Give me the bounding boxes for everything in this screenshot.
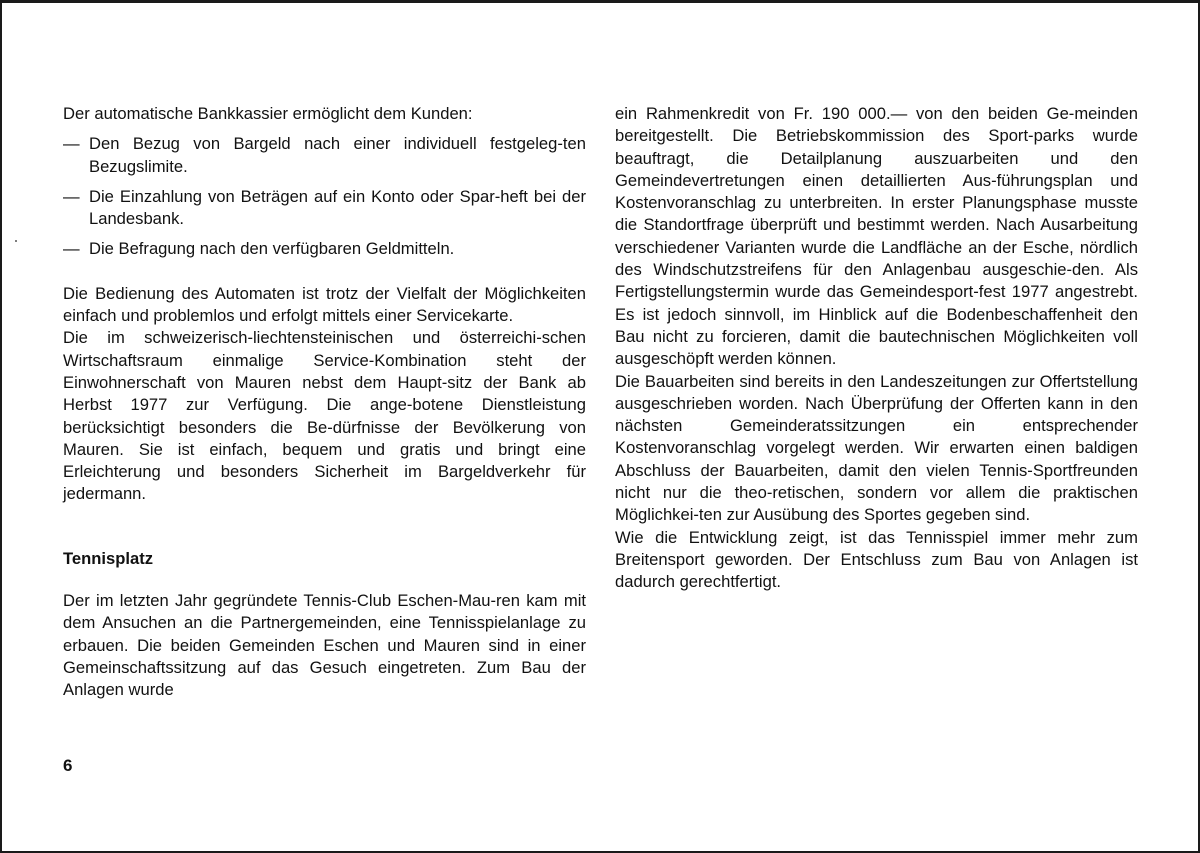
paragraph-credit: ein Rahmenkredit von Fr. 190 000.— von den beiden Ge-meinden bereitgestellt. Die Betriebskommission des Sport-parks wurde beauftragt, die Detailplanung auszuarbeiten und den Gemeindevertretungen einen detaillierten Aus-führungsplan und Kostenvoranschlag zu unterbreiten. In erster Planungsphase musste die Standortfrage überprüft und bestimmt werden. Nach Ausarbeitung verschiedener Varianten wurde die Landfläche an der Esche, nördlich des Windschutzstreifens für den Anlagenbau ausgeschie-den. Als Fertigstellungstermin wurde das Gemeindesport-fest 1977 angestrebt. Es ist jedoch sinnvoll, im Hinblick auf die Bodenbeschaffenheit den Bau nicht zu forcieren, damit die bautechnischen Möglichkeiten voll ausgeschöpft werden können.	[615, 104, 1138, 369]
right-column	[615, 103, 1138, 594]
list-item	[63, 186, 586, 231]
paragraph-operation: Die Bedienung des Automaten ist trotz der Vielfalt der Möglichkeiten einfach und problemlos und erfolgt mittels einer Servicekarte.	[63, 283, 586, 326]
intro-text: Der automatische Bankkassier ermöglicht dem Kunden:	[63, 104, 473, 123]
left-column	[63, 103, 586, 702]
list-item	[63, 238, 586, 260]
list-item-text: Den Bezug von Bargeld nach einer individuell festgeleg-ten Bezugslimite.	[89, 134, 586, 176]
dash-marker: —	[63, 134, 80, 154]
paragraph-service: Die im schweizerisch-liechtensteinischen und österreichi-schen Wirtschaftsraum einmalige Service-Kombination steht der Einwohnerschaft von Mauren nebst dem Haupt-sitz der Bank ab Herbst 1977 zur Verfügung. Die ange-botene Dienstleistung berücksichtigt besonders die Be-dürfnisse der Bevölkerung von Mauren. Sie ist einfach, bequem und gratis und bringt eine Erleichterung und besonders Sicherheit im Bargeldverkehr für jedermann.	[63, 328, 586, 504]
page-number: 6	[63, 756, 73, 775]
paragraph-conclusion: Wie die Entwicklung zeigt, ist das Tennisspiel immer mehr zum Breitensport geworden. Der Entschluss zum Bau von Anlagen ist dadurch gerechtfertigt.	[615, 527, 1138, 592]
list-item-text: Die Einzahlung von Beträgen auf ein Konto oder Spar-heft bei der Landesbank.	[89, 186, 586, 229]
paragraph-construction: Die Bauarbeiten sind bereits in den Landeszeitungen zur Offertstellung ausgeschrieben worden. Nach Überprüfung der Offerten kann in den nächsten Gemeinderatssitzungen ein entsprechender Kostenvoranschlag vorgelegt werden. Wir erwarten einen baldigen Abschluss der Bauarbeiten, damit den vielen Tennis-Sportfreunden nicht nur die theo-retischen, sondern vor allem die praktischen Möglichkei-ten zur Ausübung des Sportes gegeben sind.	[615, 371, 1138, 525]
list-item-text: Die Befragung nach den verfügbaren Geldmitteln.	[89, 239, 455, 259]
list-item	[63, 133, 586, 178]
feature-list	[63, 133, 586, 260]
dash-marker: —	[63, 239, 80, 259]
dash-marker: —	[63, 186, 80, 206]
section-heading: Tennisplatz	[63, 548, 154, 568]
paragraph-tennis-intro: Der im letzten Jahr gegründete Tennis-Club Eschen-Mau-ren kam mit dem Ansuchen an die Partnergemeinden, eine Tennisspielanlage zu erbauen. Die beiden Gemeinden Eschen und Mauren sind in einer Gemeinschaftssitzung auf das Gesuch eingetreten. Zum Bau der Anlagen wurde	[63, 591, 586, 700]
scan-speck	[15, 240, 17, 242]
